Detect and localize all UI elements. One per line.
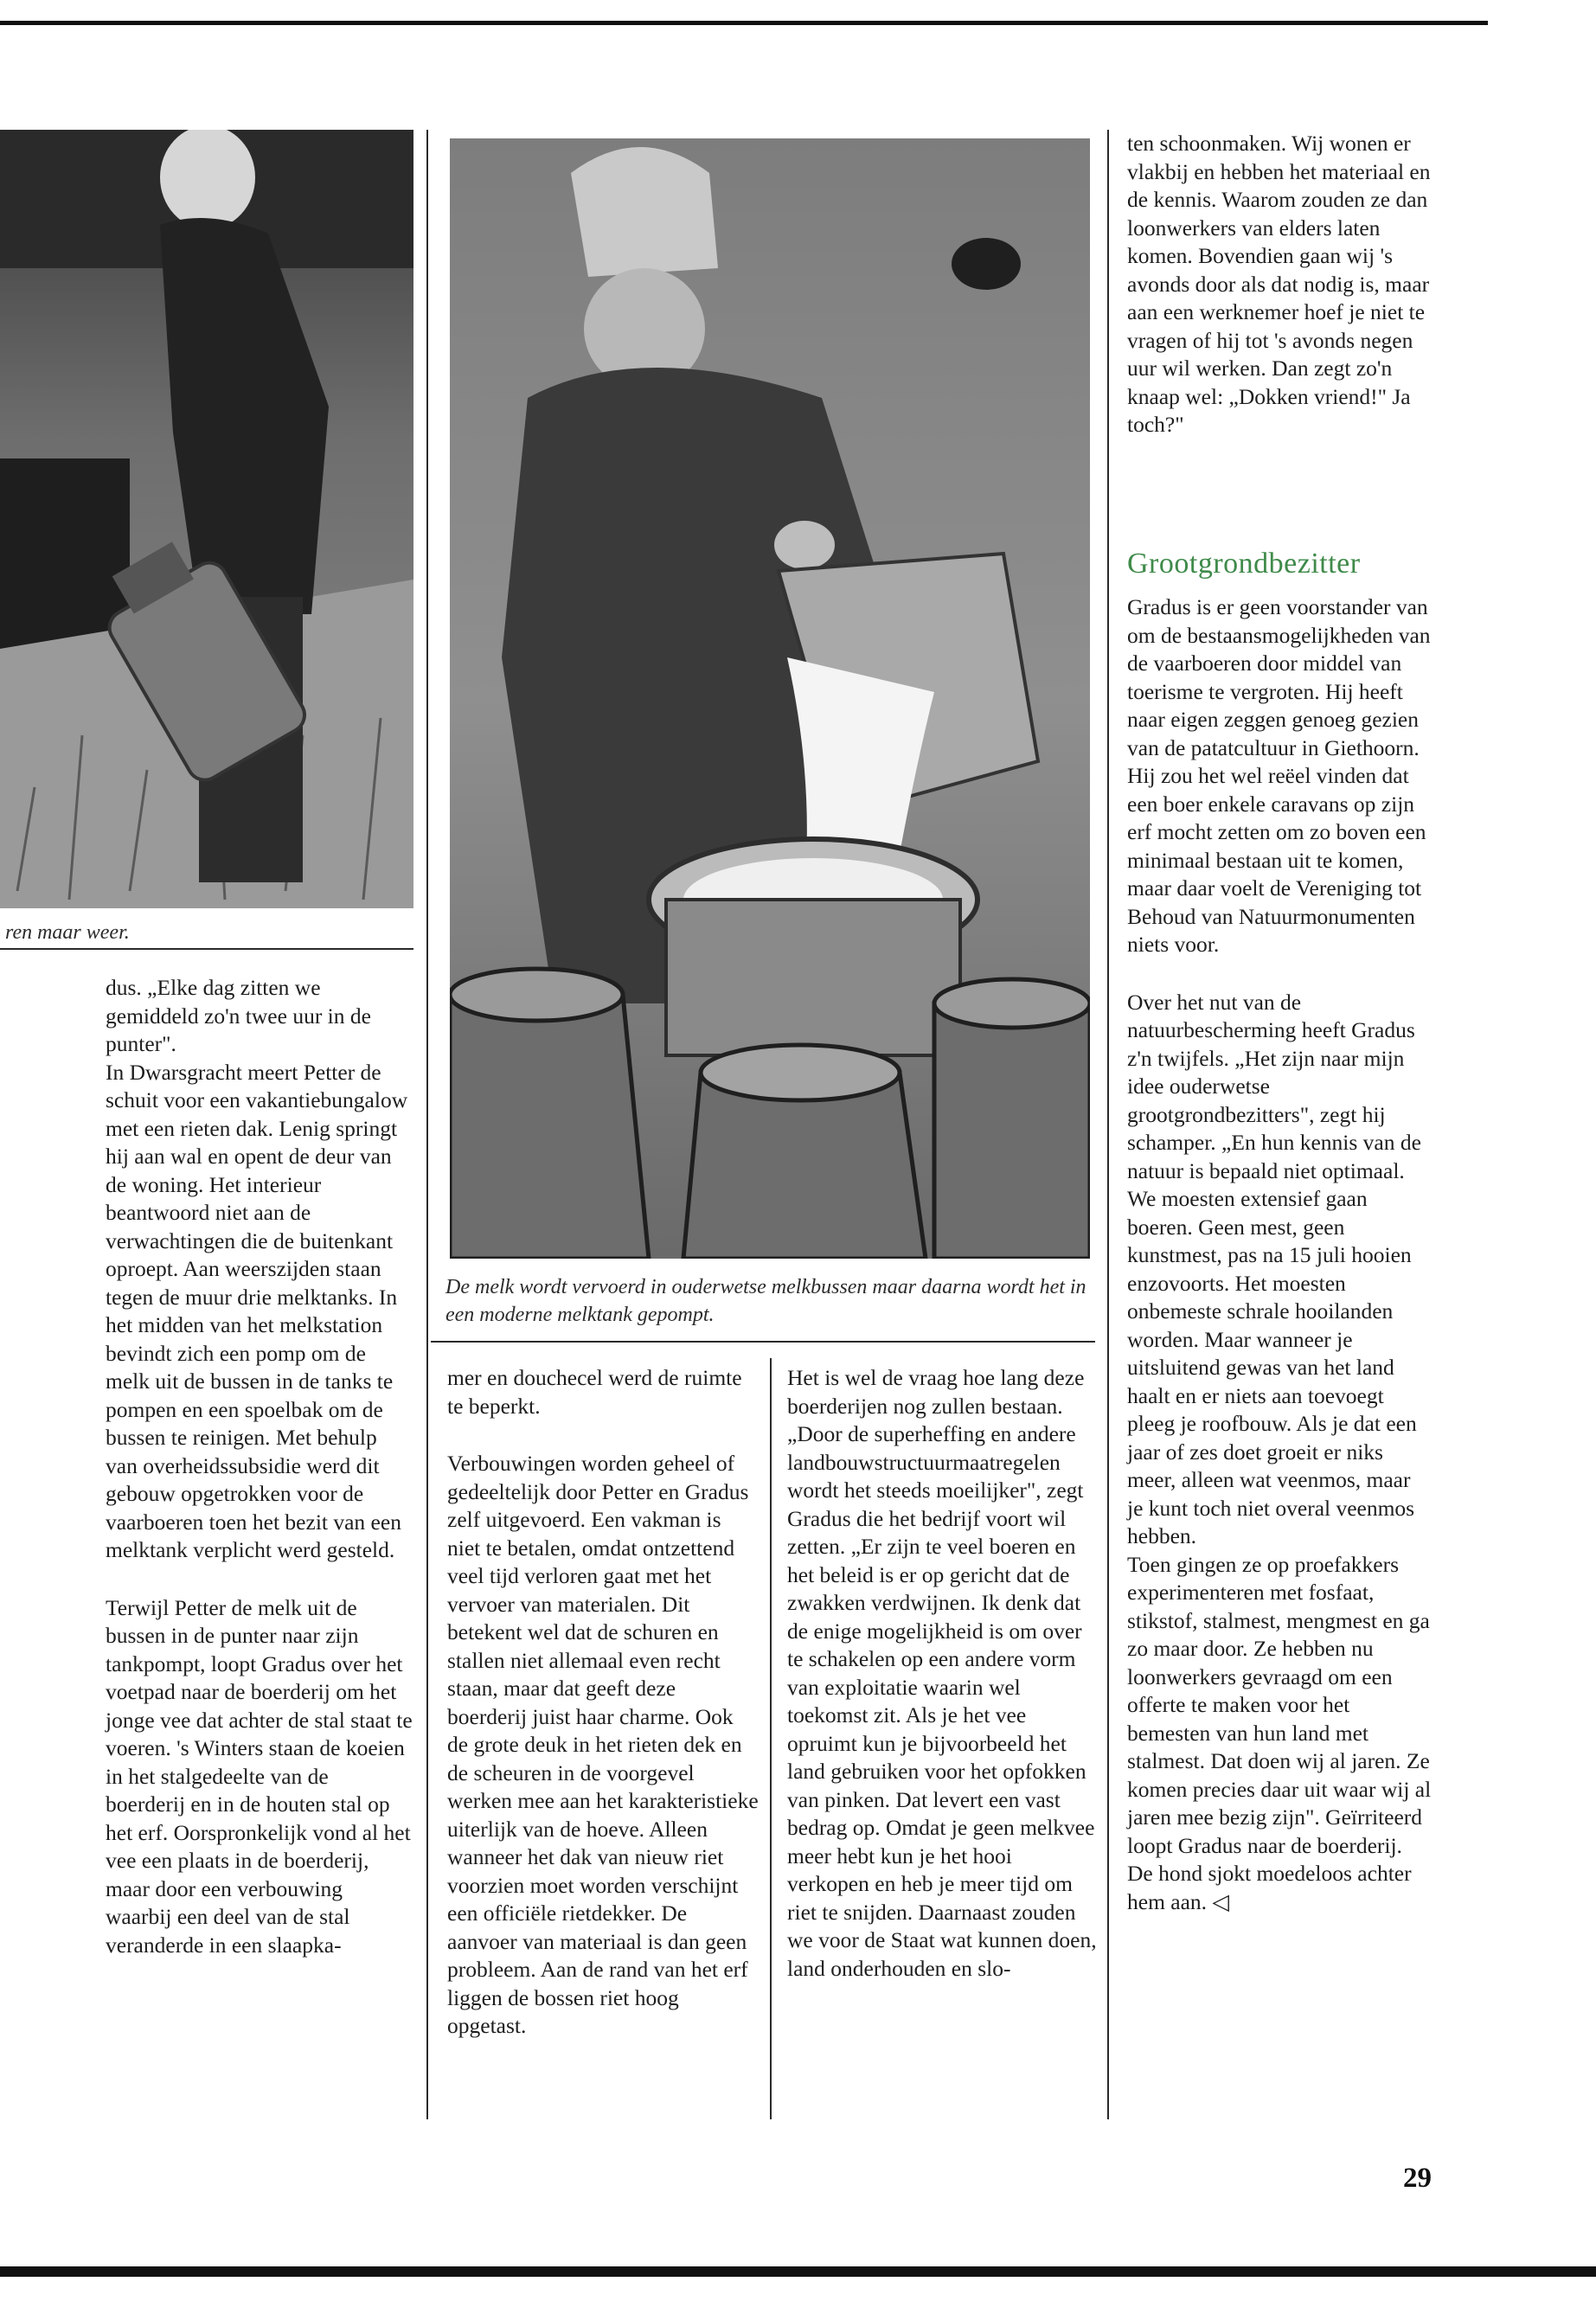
photo-center-caption: De melk wordt vervoerd in ouderwetse melkbussen maar daarna wordt het in een moderne melktank gepompt.: [445, 1276, 1086, 1326]
photo-left-caption: ren maar weer.: [5, 921, 130, 944]
divider-3: [1107, 130, 1109, 2119]
col4-paragraph-1: Gradus is er geen voorstander van om de bestaansmogelijkheden van de vaarboeren door middel van toerisme te vergroten. Hij heeft naar eigen zeggen genoeg gezien van de patatcultuur in Giethoorn. Hij zou het wel reëel vinden dat een boer enkele caravans op zijn erf mocht zetten om zo boven een minimaal bestaan uit te komen, maar daar voelt de Vereniging tot Behoud van Natuurmonumenten niets voor.: [1127, 594, 1431, 957]
photo-left: [0, 130, 413, 908]
photo-man-pouring-milk-icon: [450, 138, 1090, 1259]
page-number: 29: [1403, 2163, 1432, 2194]
divider-2: [770, 1358, 772, 2119]
top-rule: [0, 21, 1488, 25]
photo-man-carrying-milk-can-icon: [0, 130, 413, 908]
col3-paragraph-1: Het is wel de vraag hoe lang deze boerderijen nog zullen bestaan. „Door de superheffing en andere landbouwstructuurmaatregelen wordt het steeds moeilijker", zegt Gradus die het bedrijf voort wil zetten. „Er zijn te veel boeren en het beleid is er op gericht dat de zwakken verdwijnen. Ik denk dat de enige mogelijkheid is om over te schakelen op een andere vorm van exploitatie waarin wel toekomst zit. Als je het vee opruimt kun je bijvoorbeeld het land gebruiken voor het opfokken van pinken. Dat levert een vast bedrag op. Omdat je geen melkvee meer hebt kun je het hooi verkopen en heb je meer tijd om riet te snijden. Daarnaast zouden we voor de Staat wat kunnen doen, land onderhouden en slo-: [787, 1365, 1097, 1981]
col1-paragraph-2: In Dwarsgracht meert Petter de schuit voor een vakantiebungalow met een rieten dak. Lenig springt hij aan wal en opent de deur van de woning. Het interieur beantwoord niet aan de verwachtingen die de buitenkant oproept. Aan weerszijden staan tegen de muur drie melktanks. In het midden van het melkstation bevindt zich een pomp om de melk uit de bussen in de tanks te pompen en een spoelbak om de bussen te reinigen. Met behulp van overheidssubsidie werd dit gebouw opgetrokken voor de vaarboeren toen het bezit van een melktank verplicht werd gesteld.: [106, 1059, 408, 1562]
col1-paragraph-3: Terwijl Petter de melk uit de bussen in de punter naar zijn tankpompt, loopt Gradus over het voetpad naar de boerderij om het jonge vee dat achter de stal staat te voeren. 's Winters staan de koeien in het stalgedeelte van de boerderij en in de houten stal op het erf. Oorspronkelijk vond al het vee een plaats in de boerderij, maar door een verbouwing waarbij een deel van de stal veranderde in een slaapka-: [106, 1594, 413, 1958]
column-4: [1127, 593, 1432, 1916]
col1-paragraph-1: dus. „Elke dag zitten we gemiddeld zo'n twee uur in de punter".: [106, 975, 371, 1056]
col4-paragraph-2: Over het nut van de natuurbescherming heeft Gradus z'n twijfels. „Het zijn naar mijn idee ouderwetse grootgrondbezitters", zegt hij schamper. „En hun kennis van de natuur is bepaald niet optimaal. We moesten extensief gaan boeren. Geen mest, geen kunstmest, pas na 15 juli hooien enzovoorts. Het moesten onbemeste schrale hooilanden worden. Maar wanneer je uitsluitend gewas van het land haalt en er niets aan toevoegt pleeg je roofbouw. Als je dat een jaar of zes doet groeit er niks meer, alleen wat veenmos, maar je kunt toch niet overal veenmos hebben.: [1127, 989, 1421, 1548]
divider-1: [426, 130, 428, 2119]
column-3: [787, 1364, 1097, 1983]
caption-left-rule: [0, 948, 413, 950]
col4-paragraph-3: Toen gingen ze op proefakkers experimenteren met fosfaat, stikstof, stalmest, mengmest en ga zo maar door. Ze hebben nu loonwerkers gevraagd om een offerte te maken voor het bemesten van hun land met stalmest. Dat doen wij al jaren. Ze komen precies daar uit waar wij al jaren mee bezig zijn". Geïrriteerd loopt Gradus naar de boerderij. De hond sjokt moedeloos achter hem aan. ◁: [1127, 1551, 1432, 1914]
col4-paragraph-top: ten schoonmaken. Wij wonen er vlakbij en hebben het materiaal en de kennis. Waarom zouden ze dan loonwerkers van elders laten komen. Bovendien gaan wij 's avonds door als dat nodig is, maar aan een werknemer hoef je niet te vragen of hij tot 's avonds negen uur wil werken. Dan zegt zo'n knaap wel: „Dokken vriend!" Ja toch?": [1127, 131, 1431, 437]
col2-paragraph-2: Verbouwingen worden geheel of gedeeltelijk door Petter en Gradus zelf uitgevoerd. Een vakman is niet te betalen, omdat ontzettend veel tijd verloren gaat met het vervoer van materialen. Dit betekent wel dat de schuren en stallen niet allemaal even recht staan, maar dat geeft deze boerderij juist haar charme. Ook de grote deuk in het rieten dek en de scheuren in de voorgevel werken mee aan het karakteristieke uiterlijk van de hoeve. Alleen wanneer het dak van nieuw riet voorzien moet worden verschijnt een officiële rietdekker. De aanvoer van materiaal is dan geen probleem. Aan de rand van het erf liggen de bossen riet hoog opgetast.: [447, 1451, 759, 2038]
column-1: [106, 974, 413, 1959]
column-4-top: [1127, 130, 1432, 439]
bottom-rule: [0, 2266, 1596, 2277]
col2-paragraph-1: mer en douchecel werd de ruimte te beperkt.: [447, 1365, 742, 1419]
caption-center-rule: [431, 1341, 1095, 1343]
section-heading: Grootgrondbezitter: [1127, 548, 1361, 580]
column-2: [447, 1364, 759, 2041]
photo-center: [450, 138, 1090, 1259]
